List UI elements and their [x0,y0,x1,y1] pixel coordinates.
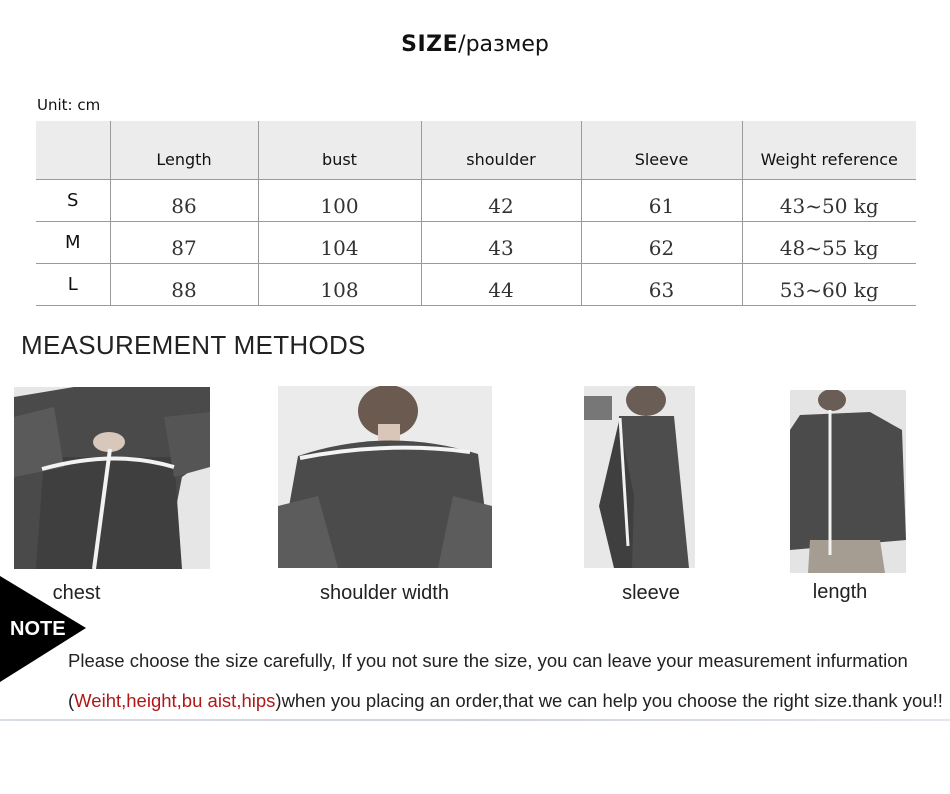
shoulder-width-photo [278,386,492,568]
bust-cell: 108 [258,264,421,306]
length-measurement-photo [790,390,906,573]
unit-label: Unit: cm [37,96,101,114]
bottom-divider [0,719,950,721]
note-open-paren: ( [68,690,75,711]
size-cell: S [36,180,110,222]
weight-cell: 43~50 kg [742,180,916,222]
size-cell: M [36,222,110,264]
title-russian: /размер [458,32,549,57]
size-cell: L [36,264,110,306]
header-cell-length: Length [110,121,258,180]
page-title [0,32,950,57]
note-red-measurements: Weiht,height,bu aist,hips [74,690,276,711]
table-row [36,222,916,264]
chest-measurement-photo [14,387,210,569]
title-size-word: SIZE [401,32,459,57]
sleeve-cell: 63 [581,264,742,306]
table-row [36,180,916,222]
chest-caption: chest [52,582,101,604]
note-line-2-rest: )when you placing an order,that we can help you choose the right size.thank you!! [275,690,943,711]
shoulder-cell: 42 [421,180,581,222]
header-cell-shoulder: shoulder [421,121,581,180]
weight-cell: 48~55 kg [742,222,916,264]
header-cell-bust: bust [258,121,421,180]
size-table [36,121,916,306]
sleeve-cell: 61 [581,180,742,222]
bust-cell: 100 [258,180,421,222]
bust-cell: 104 [258,222,421,264]
header-cell-empty [36,121,110,180]
table-header-row [36,121,916,180]
length-caption: length [812,581,868,603]
length-cell: 86 [110,180,258,222]
shoulder-cell: 44 [421,264,581,306]
table-row [36,264,916,306]
sleeve-measurement-photo [584,386,695,568]
note-text-line-2 [68,690,943,712]
sleeve-cell: 62 [581,222,742,264]
length-cell: 87 [110,222,258,264]
header-cell-sleeve: Sleeve [581,121,742,180]
shoulder-width-caption: shoulder width [320,582,449,604]
note-text-line-1: Please choose the size carefully, If you not sure the size, you can leave your measurement infurmation [68,650,908,671]
note-label: NOTE [10,618,66,640]
length-cell: 88 [110,264,258,306]
weight-cell: 53~60 kg [742,264,916,306]
shoulder-cell: 43 [421,222,581,264]
header-cell-weight: Weight reference [742,121,916,180]
measurement-methods-heading: MEASUREMENT METHODS [21,330,366,360]
sleeve-caption: sleeve [622,582,680,604]
